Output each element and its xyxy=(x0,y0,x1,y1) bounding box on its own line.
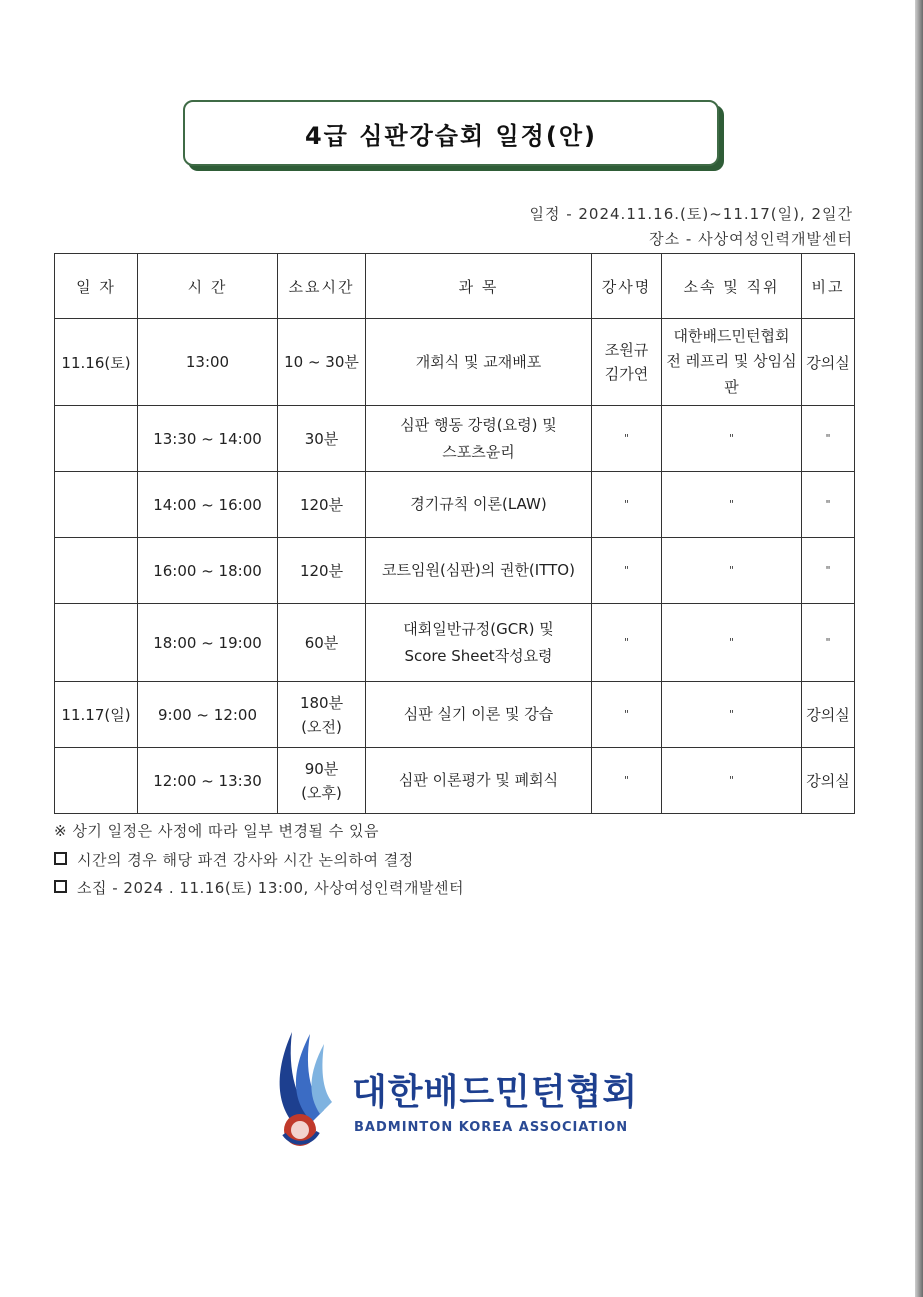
schedule-table xyxy=(54,253,855,814)
cell-day xyxy=(55,472,138,538)
document-title: 4급 심판강습회 일정(안) xyxy=(183,100,719,166)
cell-day: 11.16(토) xyxy=(55,319,138,406)
cell-instructor: " xyxy=(592,472,662,538)
table-row xyxy=(55,604,855,682)
note-text: 시간의 경우 해당 파견 강사와 시간 논의하여 결정 xyxy=(77,851,414,869)
cell-duration: 180분 (오전) xyxy=(278,682,366,748)
note-text: 소집 - 2024 . 11.16(토) 13:00, 사상여성인력개발센터 xyxy=(77,879,464,897)
cell-org: " xyxy=(662,406,802,472)
cell-instructor: " xyxy=(592,406,662,472)
cell-duration: 120분 xyxy=(278,472,366,538)
logo-text-english: BADMINTON KOREA ASSOCIATION xyxy=(354,1120,629,1135)
cell-note: " xyxy=(802,406,855,472)
cell-org: " xyxy=(662,538,802,604)
cell-subject: 심판 행동 강령(요령) 및 스포츠윤리 xyxy=(366,406,592,472)
header-day: 일 자 xyxy=(55,254,138,319)
cell-note: " xyxy=(802,604,855,682)
cell-time: 16:00 ~ 18:00 xyxy=(138,538,278,604)
cell-duration: 90분 (오후) xyxy=(278,748,366,814)
header-time: 시 간 xyxy=(138,254,278,319)
cell-duration: 10 ~ 30분 xyxy=(278,319,366,406)
cell-subject: 심판 이론평가 및 폐회식 xyxy=(366,748,592,814)
table-row xyxy=(55,406,855,472)
cell-duration: 120분 xyxy=(278,538,366,604)
note-assembly xyxy=(54,877,464,898)
table-row xyxy=(55,319,855,406)
table-row xyxy=(55,682,855,748)
cell-day xyxy=(55,604,138,682)
cell-note: 강의실 xyxy=(802,682,855,748)
cell-note: " xyxy=(802,538,855,604)
header-duration: 소요시간 xyxy=(278,254,366,319)
cell-subject: 경기규칙 이론(LAW) xyxy=(366,472,592,538)
cell-time: 18:00 ~ 19:00 xyxy=(138,604,278,682)
table-header-row xyxy=(55,254,855,319)
table-row xyxy=(55,538,855,604)
cell-org: 대한배드민턴협회 전 레프리 및 상임심판 xyxy=(662,319,802,406)
cell-duration: 30분 xyxy=(278,406,366,472)
table-row xyxy=(55,748,855,814)
header-note: 비고 xyxy=(802,254,855,319)
page-edge-shadow xyxy=(915,0,923,1297)
checkbox-square-icon xyxy=(54,880,67,893)
logo-text-korean: 대한배드민턴협회 xyxy=(352,1072,639,1113)
schedule-date: 일정 - 2024.11.16.(토)~11.17(일), 2일간 xyxy=(529,205,853,223)
cell-subject: 코트임원(심판)의 권한(ITTO) xyxy=(366,538,592,604)
cell-instructor: " xyxy=(592,604,662,682)
cell-instructor: " xyxy=(592,538,662,604)
checkbox-square-icon xyxy=(54,852,67,865)
wing-emblem-icon xyxy=(262,1022,358,1152)
cell-day: 11.17(일) xyxy=(55,682,138,748)
cell-time: 12:00 ~ 13:30 xyxy=(138,748,278,814)
cell-org: " xyxy=(662,604,802,682)
cell-day xyxy=(55,748,138,814)
cell-instructor: " xyxy=(592,748,662,814)
header-instructor: 강사명 xyxy=(592,254,662,319)
cell-subject: 심판 실기 이론 및 강습 xyxy=(366,682,592,748)
cell-day xyxy=(55,538,138,604)
cell-org: " xyxy=(662,472,802,538)
note-change-notice: ※ 상기 일정은 사정에 따라 일부 변경될 수 있음 xyxy=(54,822,380,840)
cell-day xyxy=(55,406,138,472)
cell-time: 14:00 ~ 16:00 xyxy=(138,472,278,538)
cell-time: 13:30 ~ 14:00 xyxy=(138,406,278,472)
cell-subject: 개회식 및 교재배포 xyxy=(366,319,592,406)
cell-time: 13:00 xyxy=(138,319,278,406)
cell-note: 강의실 xyxy=(802,748,855,814)
cell-org: " xyxy=(662,748,802,814)
schedule-place: 장소 - 사상여성인력개발센터 xyxy=(649,230,853,248)
cell-note: " xyxy=(802,472,855,538)
header-org: 소속 및 직위 xyxy=(662,254,802,319)
note-time-discussion xyxy=(54,849,414,870)
cell-subject: 대회일반규정(GCR) 및 Score Sheet작성요령 xyxy=(366,604,592,682)
cell-instructor: " xyxy=(592,682,662,748)
cell-time: 9:00 ~ 12:00 xyxy=(138,682,278,748)
association-logo xyxy=(262,1022,652,1152)
header-subject: 과 목 xyxy=(366,254,592,319)
cell-duration: 60분 xyxy=(278,604,366,682)
cell-org: " xyxy=(662,682,802,748)
cell-instructor: 조원규 김가연 xyxy=(592,319,662,406)
cell-note: 강의실 xyxy=(802,319,855,406)
table-row xyxy=(55,472,855,538)
